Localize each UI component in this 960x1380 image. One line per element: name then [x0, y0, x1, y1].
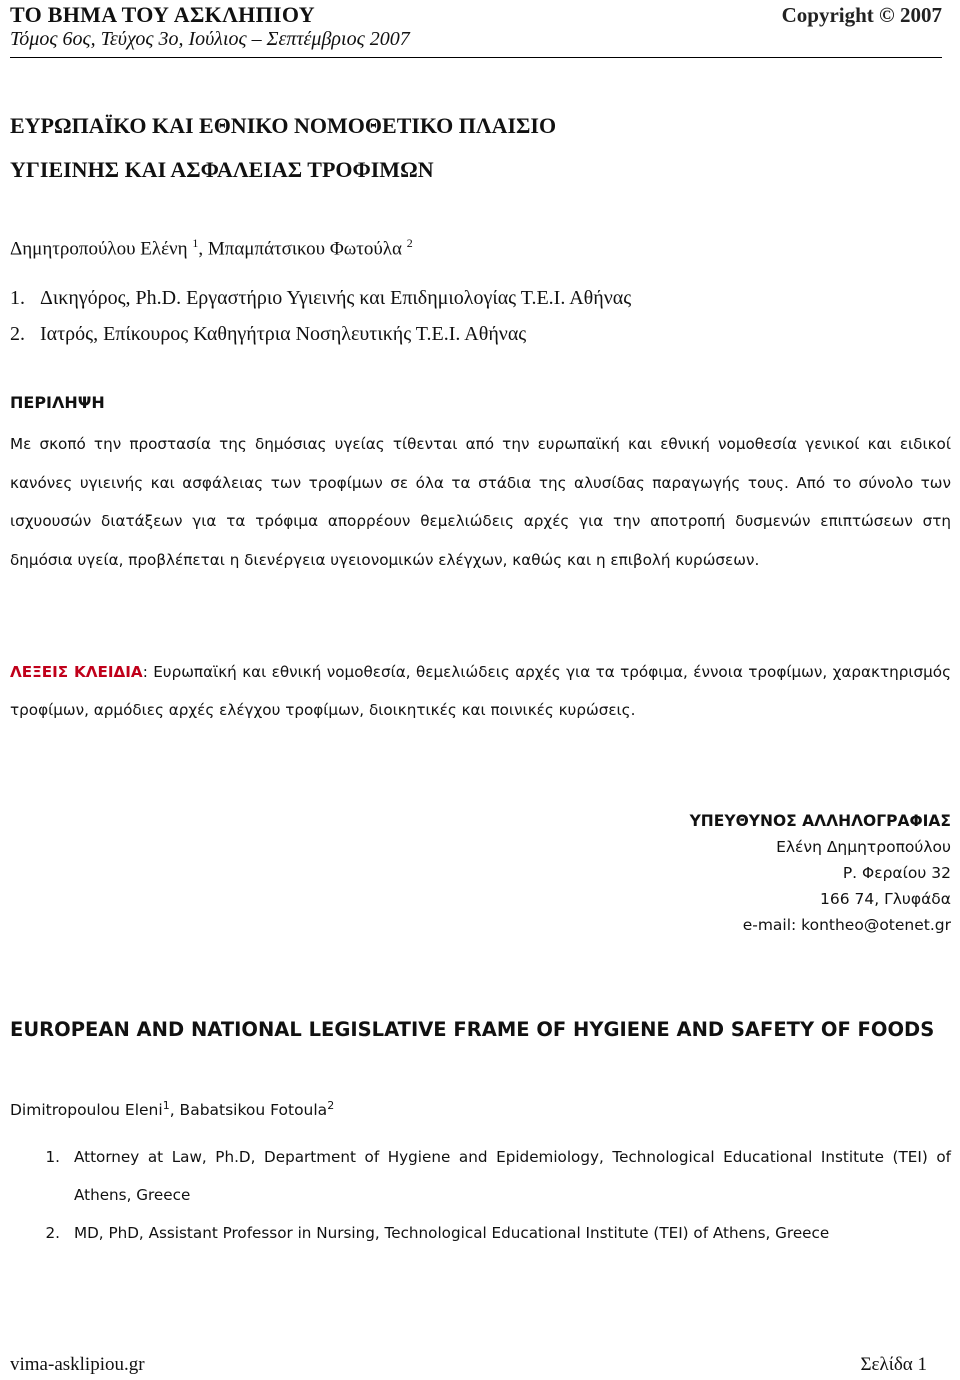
affiliation-number: 1. [45, 1148, 60, 1166]
correspondence-name: Ελένη Δημητροπούλου [776, 838, 951, 856]
authors-english [10, 1099, 334, 1119]
affiliation-text: Ιατρός, Επίκουρος Καθηγήτρια Νοσηλευτικής Τ.Ε.Ι. Αθήνας [40, 323, 527, 345]
journal-title: ΤΟ ΒΗΜΑ ΤΟΥ ΑΣΚΛΗΠΙΟΥ [10, 2, 315, 27]
affiliation-text: Δικηγόρος, Ph.D. Εργαστήριο Υγιεινής και Επιδημιολογίας Τ.Ε.Ι. Αθήνας [40, 287, 632, 309]
affiliation-number: 2. [10, 323, 25, 345]
affiliation-text: MD, PhD, Assistant Professor in Nursing, Technological Educational Institute (TEI) of Athens, Greece [74, 1224, 830, 1242]
title-gr-line-1: ΕΥΡΩΠΑΪΚΟ ΚΑΙ ΕΘΝΙΚΟ ΝΟΜΟΘΕΤΙΚΟ ΠΛΑΙΣΙΟ [10, 113, 557, 138]
correspondence-street: Ρ. Φεραίου 32 [842, 864, 951, 882]
correspondence-heading: ΥΠΕΥΘΥΝΟΣ ΑΛΛΗΛΟΓΡΑΦΙΑΣ [689, 812, 951, 830]
affiliation-en-item [10, 1138, 951, 1214]
abstract-body: Με σκοπό την προστασία της δημόσιας υγείας τίθενται από την ευρωπαϊκή και εθνική νομοθεσία γενικοί και ειδικοί κανόνες υγιεινής και ασφάλειας των τροφίμων σε όλα τα στάδια της αλυσίδας παραγωγής τους. Από το σύνολο των ισχυουσών διατάξεων για τα τρόφιμα απορρέουν θεμελιώδεις αρχές για την αποτροπή δυσμενών επιπτώσεων στη δημόσια υγεία, προβλέπεται η διενέργεια υγειονομικών ελέγχων, καθώς και η επιβολή κυρώσεων. [10, 435, 951, 569]
keywords-text: : Ευρωπαϊκή και εθνική νομοθεσία, θεμελιώδεις αρχές για τα τρόφιμα, έννοια τροφίμων, χαρακτηρισμός τροφίμων, αρμόδιες αρχές ελέγχου τροφίμων, διοικητικές και ποινικές κυρώσεις. [10, 663, 952, 719]
author-1-name: Δημητροπούλου Ελένη [10, 238, 193, 260]
author-en-1-sup: 1 [162, 1099, 170, 1112]
author-1-sup: 1 [192, 236, 199, 250]
abstract-heading: ΠΕΡΙΛΗΨΗ [10, 393, 105, 412]
footer-page-number: Σελίδα 1 [860, 1354, 927, 1375]
header-top-row [10, 2, 942, 28]
footer-site: vima-asklipiou.gr [10, 1354, 145, 1375]
affiliation-gr-item [10, 316, 631, 352]
affiliations-english [10, 1138, 951, 1252]
article-title-english: EUROPEAN AND NATIONAL LEGISLATIVE FRAME OF HYGIENE AND SAFETY OF FOODS [10, 1018, 935, 1041]
affiliation-number: 2. [45, 1224, 60, 1242]
title-gr-line-2: ΥΓΙΕΙΝΗΣ ΚΑΙ ΑΣΦΑΛΕΙΑΣ ΤΡΟΦΙΜΩΝ [10, 157, 434, 182]
header-rule [10, 57, 942, 58]
keywords-section [10, 653, 951, 729]
author-en-1-name: Dimitropoulou Eleni [10, 1101, 163, 1120]
author-2-name: , Μπαμπάτσικου Φωτούλα [198, 238, 407, 260]
affiliation-text: Attorney at Law, Ph.D, Department of Hygiene and Epidemiology, Technological Educational Institute (TEI) of Athens, Greece [74, 1148, 951, 1204]
page-header [10, 2, 942, 51]
author-en-2-name: , Babatsikou Fotoula [169, 1101, 328, 1120]
correspondence-block [690, 808, 951, 938]
keywords-label: ΛΕΞΕΙΣ ΚΛΕΙΔΙΑ [10, 663, 143, 681]
affiliation-en-item [10, 1214, 951, 1252]
correspondence-city: 166 74, Γλυφάδα [819, 890, 951, 908]
affiliation-gr-item [10, 280, 631, 316]
authors-greek [10, 236, 413, 260]
copyright-notice: Copyright © 2007 [781, 3, 942, 27]
affiliations-greek [10, 280, 631, 352]
page-footer [10, 1354, 927, 1376]
correspondence-email: e-mail: kontheo@otenet.gr [742, 916, 951, 934]
article-title-greek [10, 104, 556, 192]
author-2-sup: 2 [406, 236, 413, 250]
author-en-2-sup: 2 [327, 1099, 335, 1112]
issue-line: Τόμος 6ος, Τεύχος 3ο, Ιούλιος – Σεπτέμβριος 2007 [10, 28, 410, 50]
affiliation-number: 1. [10, 287, 25, 309]
